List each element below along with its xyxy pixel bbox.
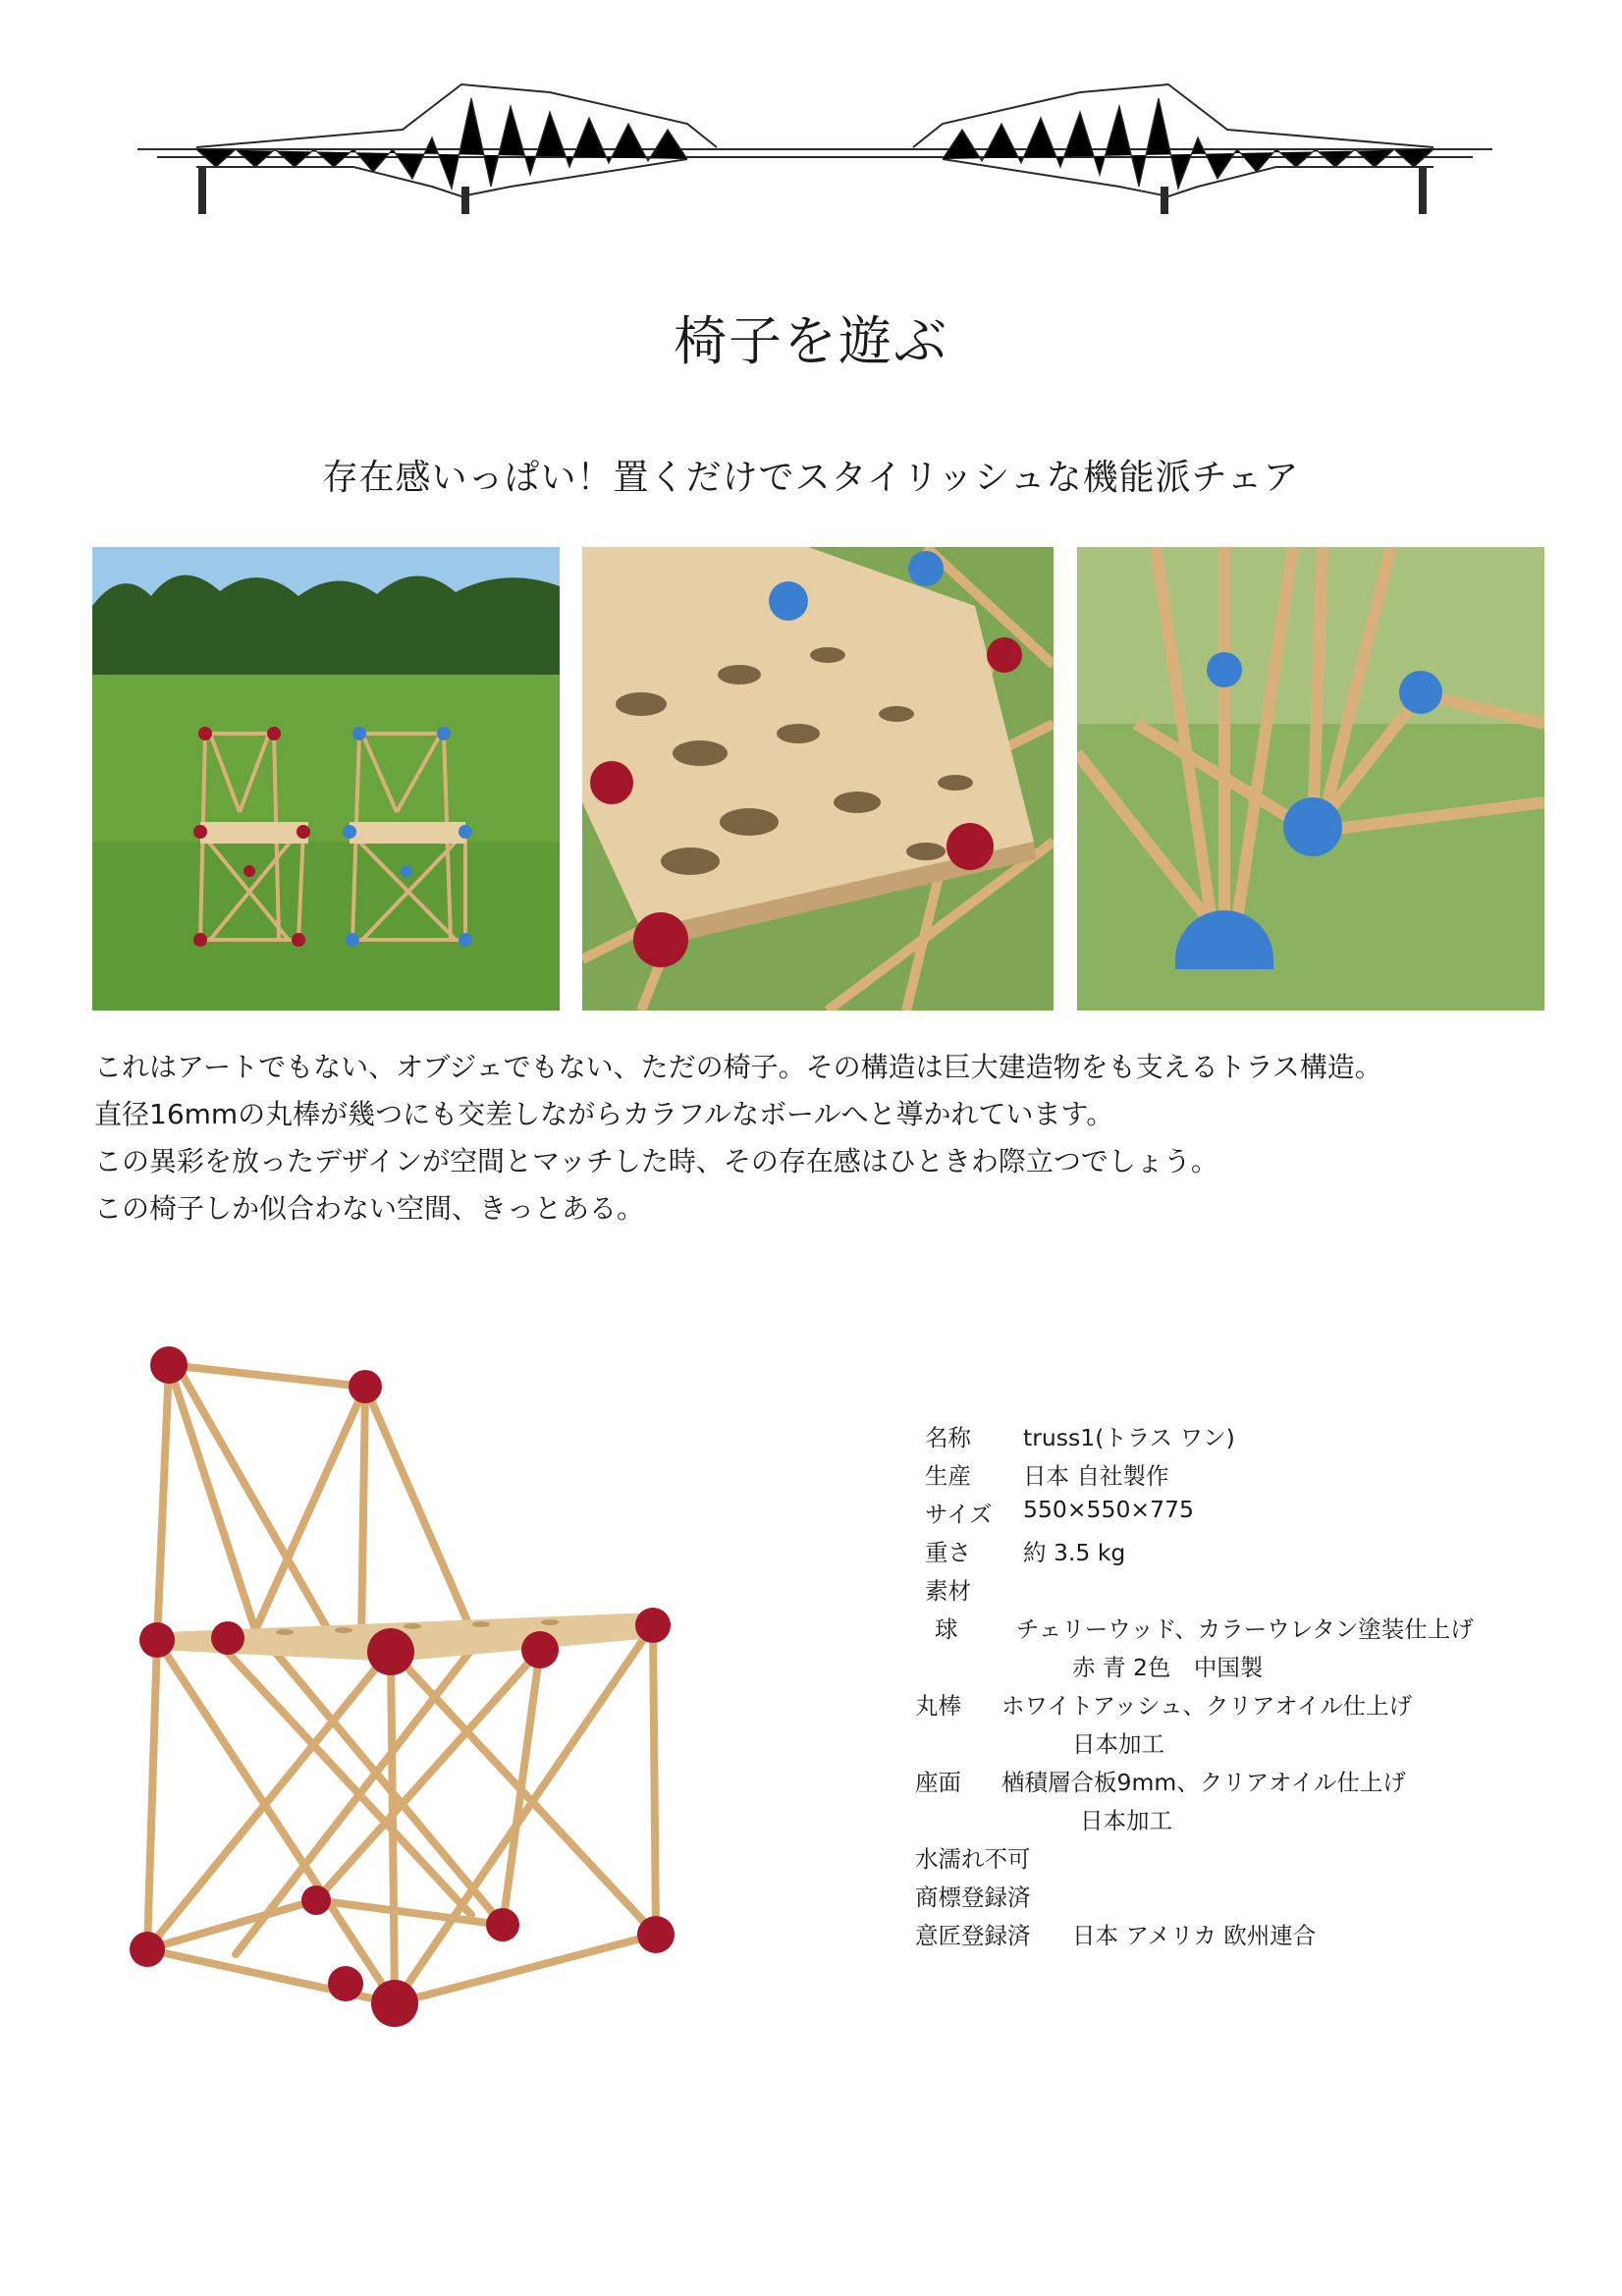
spec-value: truss1(トラス ワン) bbox=[1023, 1424, 1235, 1451]
spec-label: 丸棒 bbox=[915, 1692, 961, 1720]
spec-label: サイズ bbox=[925, 1501, 993, 1528]
spec-value: 日本 アメリカ 欧州連合 bbox=[1072, 1922, 1317, 1949]
description bbox=[94, 1044, 1547, 1232]
spec-label: 重さ bbox=[925, 1539, 971, 1566]
spec-value: 約 3.5 kg bbox=[1023, 1539, 1126, 1566]
spec-label: 球 bbox=[935, 1615, 958, 1643]
spec-label: 意匠登録済 bbox=[915, 1922, 1031, 1949]
photo-chairs-in-park bbox=[92, 547, 560, 1011]
spec-label: 生産 bbox=[925, 1462, 971, 1490]
description-line: この異彩を放ったデザインが空間とマッチした時、その存在感はひときわ際立つでしょう。 bbox=[94, 1145, 1218, 1177]
spec-value: ホワイトアッシュ、クリアオイル仕上げ bbox=[1001, 1692, 1413, 1720]
spec-label: 素材 bbox=[925, 1577, 971, 1605]
spec-value: 日本 自社製作 bbox=[1023, 1462, 1169, 1490]
description-line: この椅子しか似合わない空間、きっとある。 bbox=[94, 1192, 645, 1225]
spec-value: 日本加工 bbox=[1080, 1807, 1172, 1834]
truss-bridge-illustration bbox=[137, 69, 1492, 216]
page-subtitle: 存在感いっぱい！置くだけでスタイリッシュな機能派チェア bbox=[322, 458, 1300, 498]
spec-label: 名称 bbox=[925, 1424, 971, 1451]
description-line: これはアートでもない、オブジェでもない、ただの椅子。その構造は巨大建造物をも支えるトラス構造。 bbox=[94, 1051, 1382, 1083]
description-line: 直径16mmの丸棒が幾つにも交差しながらカラフルなボールへと導かれています。 bbox=[94, 1098, 1114, 1130]
spec-note: 商標登録済 bbox=[915, 1884, 1031, 1911]
spec-value: 赤 青 2色 中国製 bbox=[1072, 1654, 1264, 1681]
spec-value: 日本加工 bbox=[1072, 1730, 1164, 1758]
spec-value: 楢積層合板9mm、クリアオイル仕上げ bbox=[1001, 1769, 1406, 1796]
photo-ball-joint-closeup bbox=[1077, 547, 1544, 1011]
spec-value: チェリーウッド、カラーウレタン塗装仕上げ bbox=[1016, 1615, 1474, 1643]
page-title: 椅子を遊ぶ bbox=[674, 310, 948, 372]
product-photo-red-chair bbox=[118, 1326, 687, 2082]
spec-value: 550×550×775 bbox=[1023, 1496, 1194, 1523]
photo-seat-closeup bbox=[582, 547, 1054, 1011]
spec-label: 座面 bbox=[915, 1769, 961, 1796]
spec-note: 水濡れ不可 bbox=[915, 1845, 1031, 1873]
